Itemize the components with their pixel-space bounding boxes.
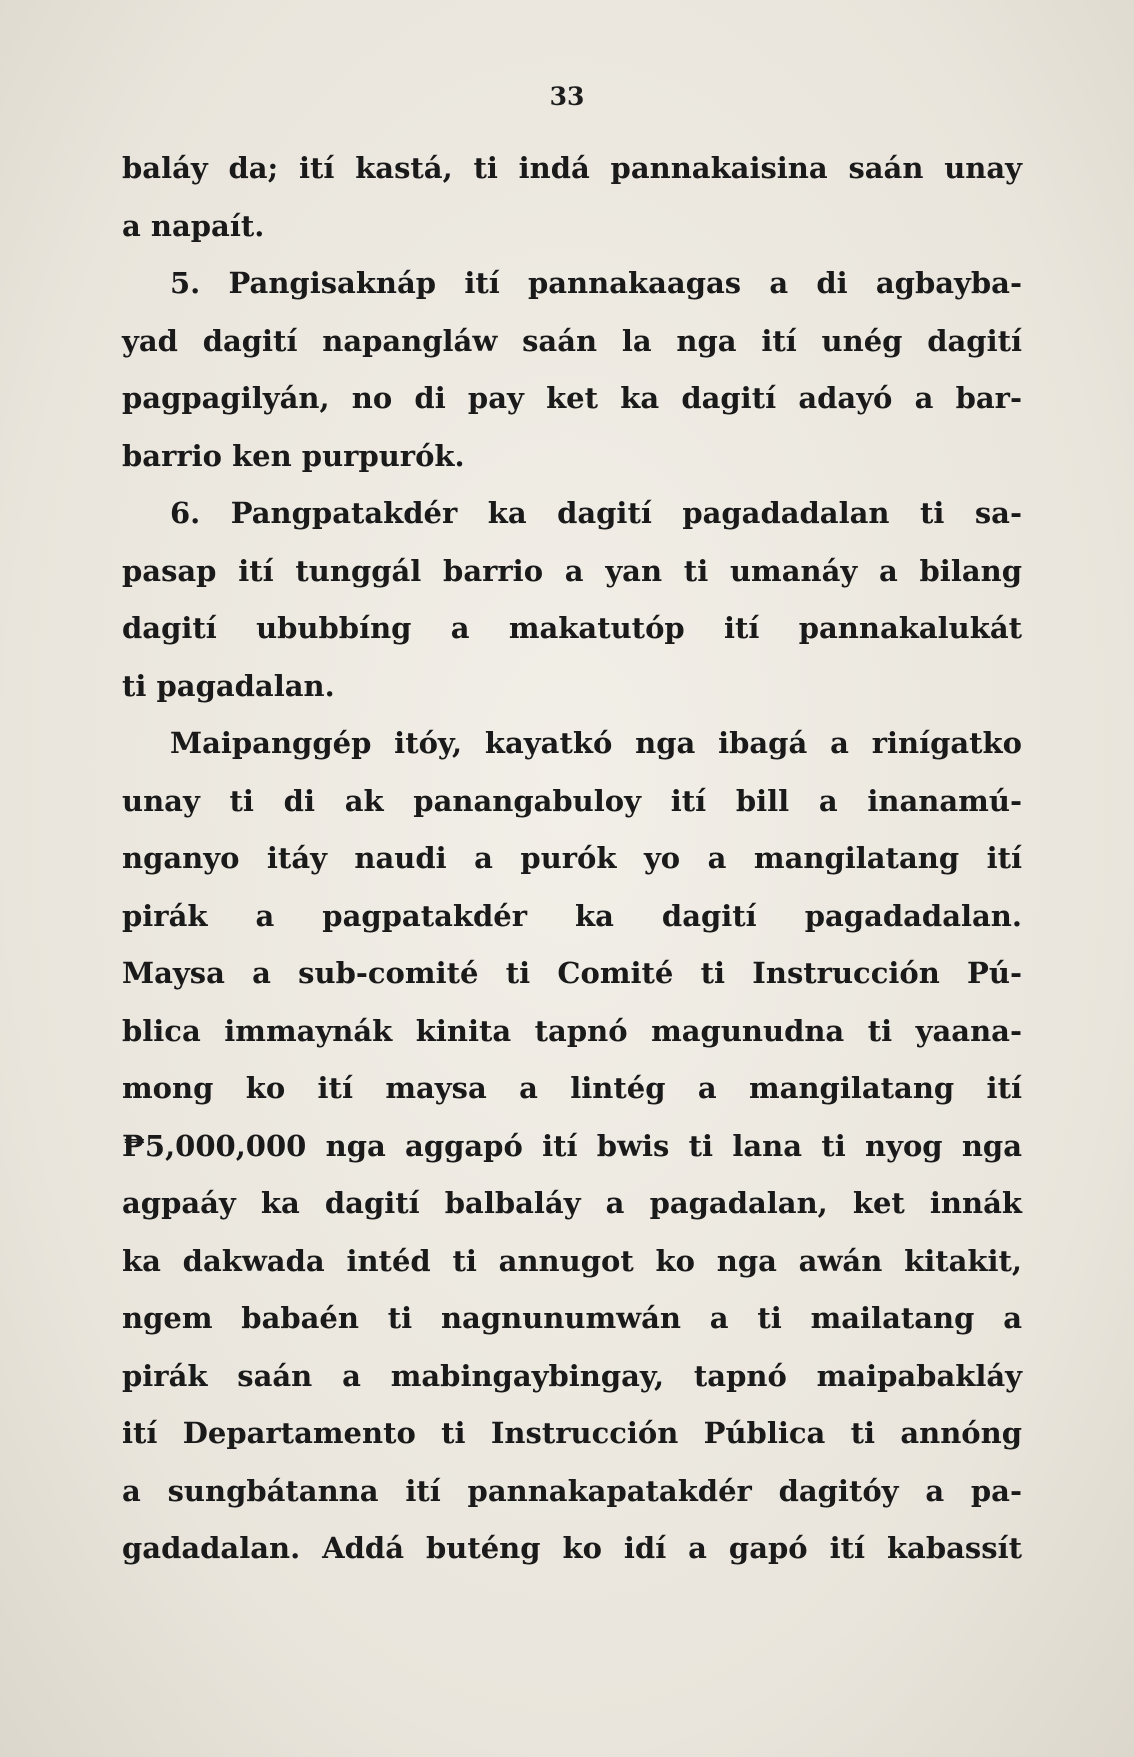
text-line: gadadalan. Addá buténg ko idí a gapó ití kabassít: [122, 1531, 1022, 1565]
text-line: agpaáy ka dagití balbaláy a pagadalan, ket innák: [122, 1186, 1022, 1220]
text-line: Maipanggép itóy, kayatkó nga ibagá a rinígatko: [170, 726, 1022, 760]
text-line: ₱5,000,000 nga aggapó ití bwis ti lana ti nyog nga: [122, 1128, 1022, 1163]
page-number: 33: [549, 82, 585, 111]
text-line: a sungbátanna ití pannakapatakdér dagitóy a pa-: [122, 1473, 1022, 1508]
text-line: baláy da; ití kastá, ti indá pannakaisina saán unay: [122, 151, 1022, 185]
text-line: ngem babaén ti nagnunumwán a ti mailatang a: [122, 1301, 1022, 1335]
body-text: [122, 140, 1022, 1578]
text-line: dagití ububbíng a makatutóp ití pannakalukát: [122, 611, 1022, 645]
text-line: barrio ken purpurók.: [122, 438, 465, 473]
text-line: ití Departamento ti Instrucción Pública ti annóng: [122, 1416, 1022, 1450]
text-line: ka dakwada intéd ti annugot ko nga awán kitakit,: [122, 1243, 1022, 1278]
text-line: ti pagadalan.: [122, 668, 335, 703]
text-line: pagpagilyán, no di pay ket ka dagití adayó a bar-: [122, 381, 1022, 415]
text-line: 6. Pangpatakdér ka dagití pagadadalan ti sa-: [170, 496, 1022, 530]
text-line: Maysa a sub-comité ti Comité ti Instrucción Pú-: [122, 956, 1022, 990]
text-line: pirák a pagpatakdér ka dagití pagadadalan.: [122, 898, 1022, 933]
text-line: mong ko ití maysa a lintég a mangilatang ití: [122, 1071, 1022, 1105]
text-line: a napaít.: [122, 208, 265, 243]
text-line: 5. Pangisaknáp ití pannakaagas a di agbayba-: [170, 266, 1022, 300]
text-line: pirák saán a mabingaybingay, tapnó maipabakláy: [122, 1358, 1022, 1393]
text-line: nganyo itáy naudi a purók yo a mangilatang ití: [122, 841, 1022, 875]
text-line: unay ti di ak panangabuloy ití bill a inanamú-: [122, 783, 1022, 818]
text-line: pasap ití tunggál barrio a yan ti umanáy a bilang: [122, 553, 1022, 588]
text-line: blica immaynák kinita tapnó magunudna ti yaana-: [122, 1013, 1022, 1048]
text-line: yad dagití napangláw saán la nga ití unég dagití: [122, 323, 1022, 358]
